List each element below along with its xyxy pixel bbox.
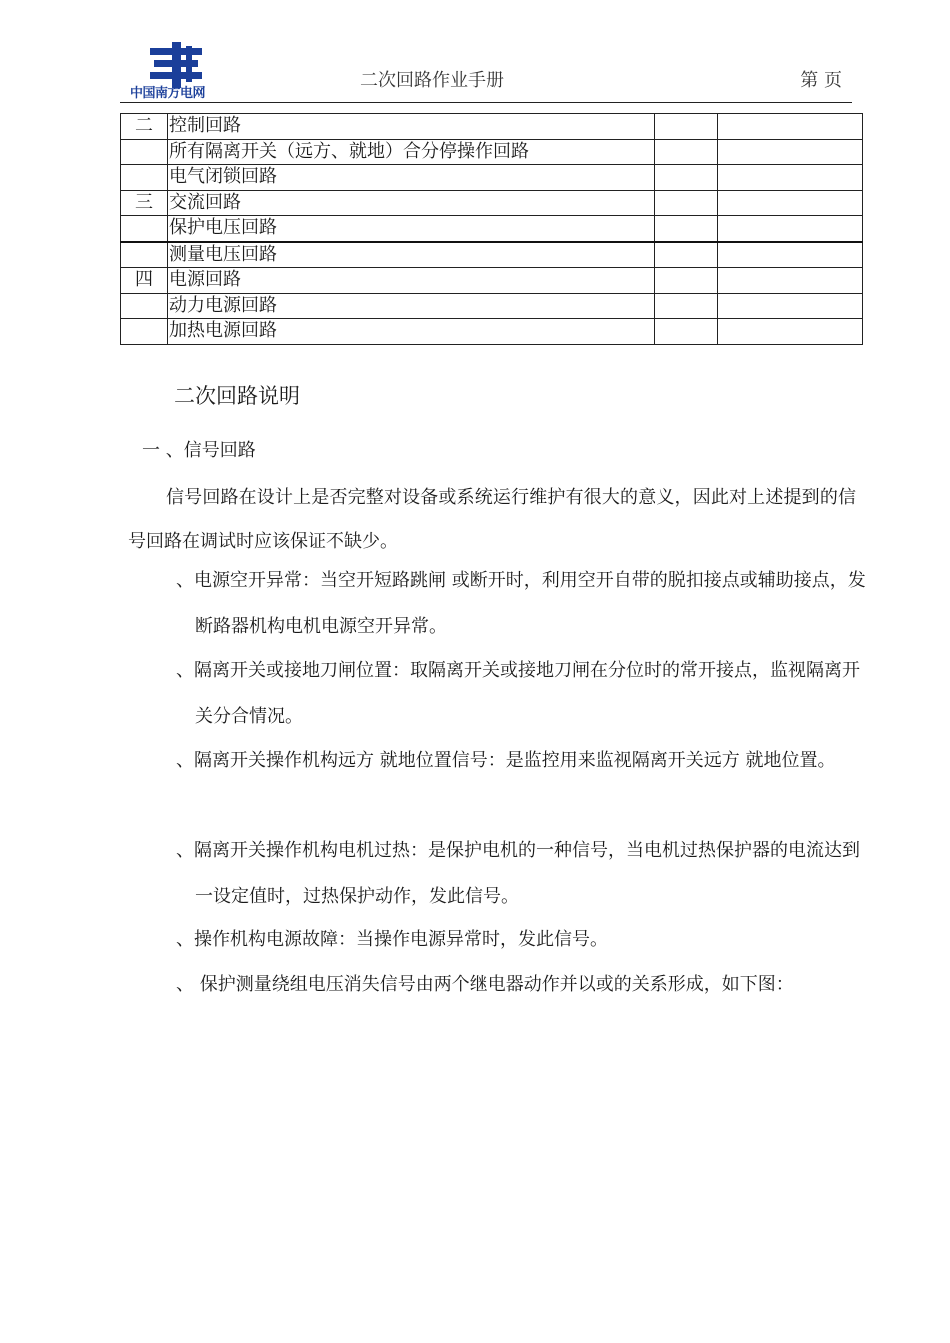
- row-cell: [655, 216, 718, 242]
- row-cell: [718, 293, 863, 319]
- list-item: 、隔离开关操作机构电机过热：是保护电机的一种信号，当电机过热保护器的电流达到一设定值时，过热保护动作，发此信号。: [176, 840, 860, 907]
- list-item: 、操作机构电源故障：当操作电源异常时，发此信号。: [176, 929, 608, 950]
- row-cell: [718, 165, 863, 191]
- table-row: [121, 139, 863, 165]
- page-header: [120, 38, 852, 103]
- row-cell: [718, 268, 863, 294]
- row-number: [121, 319, 168, 345]
- page-number-label: 第 页: [800, 70, 842, 91]
- subsection-title: 一 、信号回路: [142, 440, 256, 461]
- table-row: [121, 216, 863, 242]
- row-name: 控制回路: [168, 114, 655, 140]
- row-cell: [655, 319, 718, 345]
- document-title: 二次回路作业手册: [360, 70, 504, 91]
- row-name: 加热电源回路: [168, 319, 655, 345]
- table-row: [121, 293, 863, 319]
- row-cell: [655, 268, 718, 294]
- table-row: [121, 319, 863, 345]
- row-cell: [655, 139, 718, 165]
- row-cell: [718, 114, 863, 140]
- row-name: 动力电源回路: [168, 293, 655, 319]
- row-cell: [718, 216, 863, 242]
- row-cell: [718, 242, 863, 268]
- list-item: 、隔离开关操作机构远方 就地位置信号：是监控用来监视隔离开关远方 就地位置。: [176, 750, 836, 771]
- row-cell: [718, 319, 863, 345]
- row-number: 二: [121, 114, 168, 140]
- row-cell: [655, 293, 718, 319]
- list-item: 、隔离开关或接地刀闸位置：取隔离开关或接地刀闸在分位时的常开接点，监视隔离开关分合情况。: [176, 660, 860, 727]
- row-cell: [718, 139, 863, 165]
- row-number: 四: [121, 268, 168, 294]
- row-name: 电源回路: [168, 268, 655, 294]
- logo-text: 中国南方电网: [130, 86, 206, 101]
- row-cell: [655, 165, 718, 191]
- circuit-checklist-table: [120, 113, 863, 345]
- row-name: 所有隔离开关（远方、就地）合分停操作回路: [168, 139, 655, 165]
- section-title: 二次回路说明: [174, 384, 300, 408]
- row-number: [121, 216, 168, 242]
- row-name: 测量电压回路: [168, 242, 655, 268]
- table-row: [121, 190, 863, 216]
- row-number: 三: [121, 190, 168, 216]
- row-number: [121, 242, 168, 268]
- list-item: 、电源空开异常：当空开短路跳闸 或断开时，利用空开自带的脱扣接点或辅助接点，发断路器机构电机电源空开异常。: [176, 570, 866, 637]
- row-cell: [655, 114, 718, 140]
- row-cell: [655, 190, 718, 216]
- row-number: [121, 139, 168, 165]
- intro-paragraph: 信号回路在设计上是否完整对设备或系统运行维护有很大的意义，因此对上述提到的信号回路在调试时应该保证不缺少。: [128, 487, 856, 552]
- row-cell: [655, 242, 718, 268]
- row-name: 电气闭锁回路: [168, 165, 655, 191]
- list-item: 、 保护测量绕组电压消失信号由两个继电器动作并以或的关系形成，如下图：: [176, 974, 794, 995]
- row-number: [121, 165, 168, 191]
- row-cell: [718, 190, 863, 216]
- table-row: [121, 165, 863, 191]
- table-row: [121, 114, 863, 140]
- row-name: 保护电压回路: [168, 216, 655, 242]
- table-row: [121, 242, 863, 268]
- row-name: 交流回路: [168, 190, 655, 216]
- row-number: [121, 293, 168, 319]
- table-row: [121, 268, 863, 294]
